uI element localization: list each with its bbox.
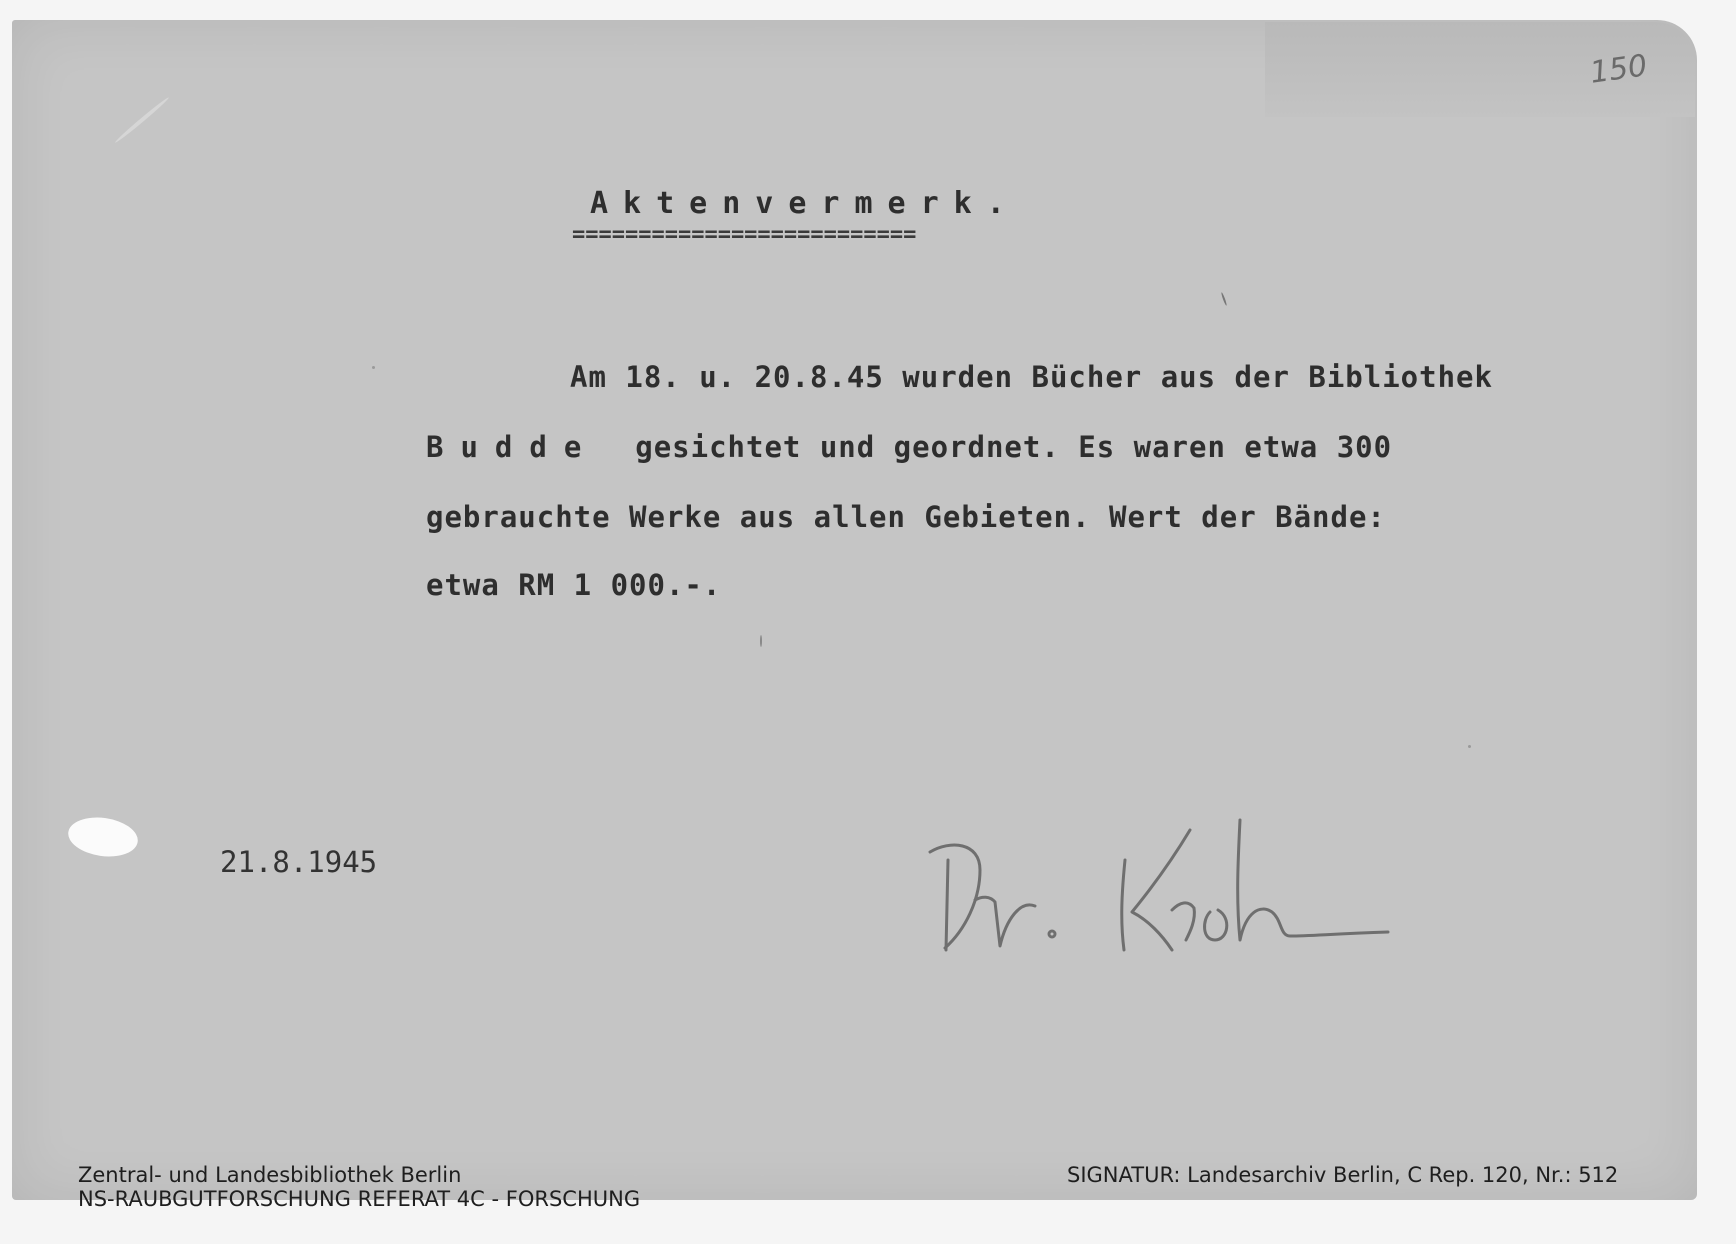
page-number: 150 (1587, 48, 1650, 91)
footer-signature-reference: SIGNATUR: Landesarchiv Berlin, C Rep. 120, Nr.: 512 (1067, 1163, 1619, 1187)
body-line-3: gebrauchte Werke aus allen Gebieten. Wert der Bände: (426, 500, 1386, 534)
title-underline: ========================== (572, 222, 917, 247)
footer-department: NS-RAUBGUTFORSCHUNG REFERAT 4C - FORSCHUNG (78, 1187, 641, 1211)
paper-mark (760, 635, 762, 647)
library-name: Budde (426, 430, 599, 464)
handwritten-signature (910, 800, 1400, 970)
footer-left (78, 1163, 640, 1211)
body-line-2-rest: gesichtet und geordnet. Es waren etwa 300 (635, 430, 1393, 464)
body-line-4: etwa RM 1 000.-. (426, 568, 722, 602)
body-line-1: Am 18. u. 20.8.45 wurden Bücher aus der Bibliothek (570, 360, 1493, 394)
body-line-2 (426, 430, 1392, 464)
footer-institution: Zentral- und Landesbibliothek Berlin (78, 1163, 462, 1187)
paper-mark (372, 366, 375, 369)
document-date: 21.8.1945 (220, 845, 378, 879)
paper-mark (1468, 745, 1471, 748)
document-title: Aktenvermerk. (590, 186, 1020, 221)
